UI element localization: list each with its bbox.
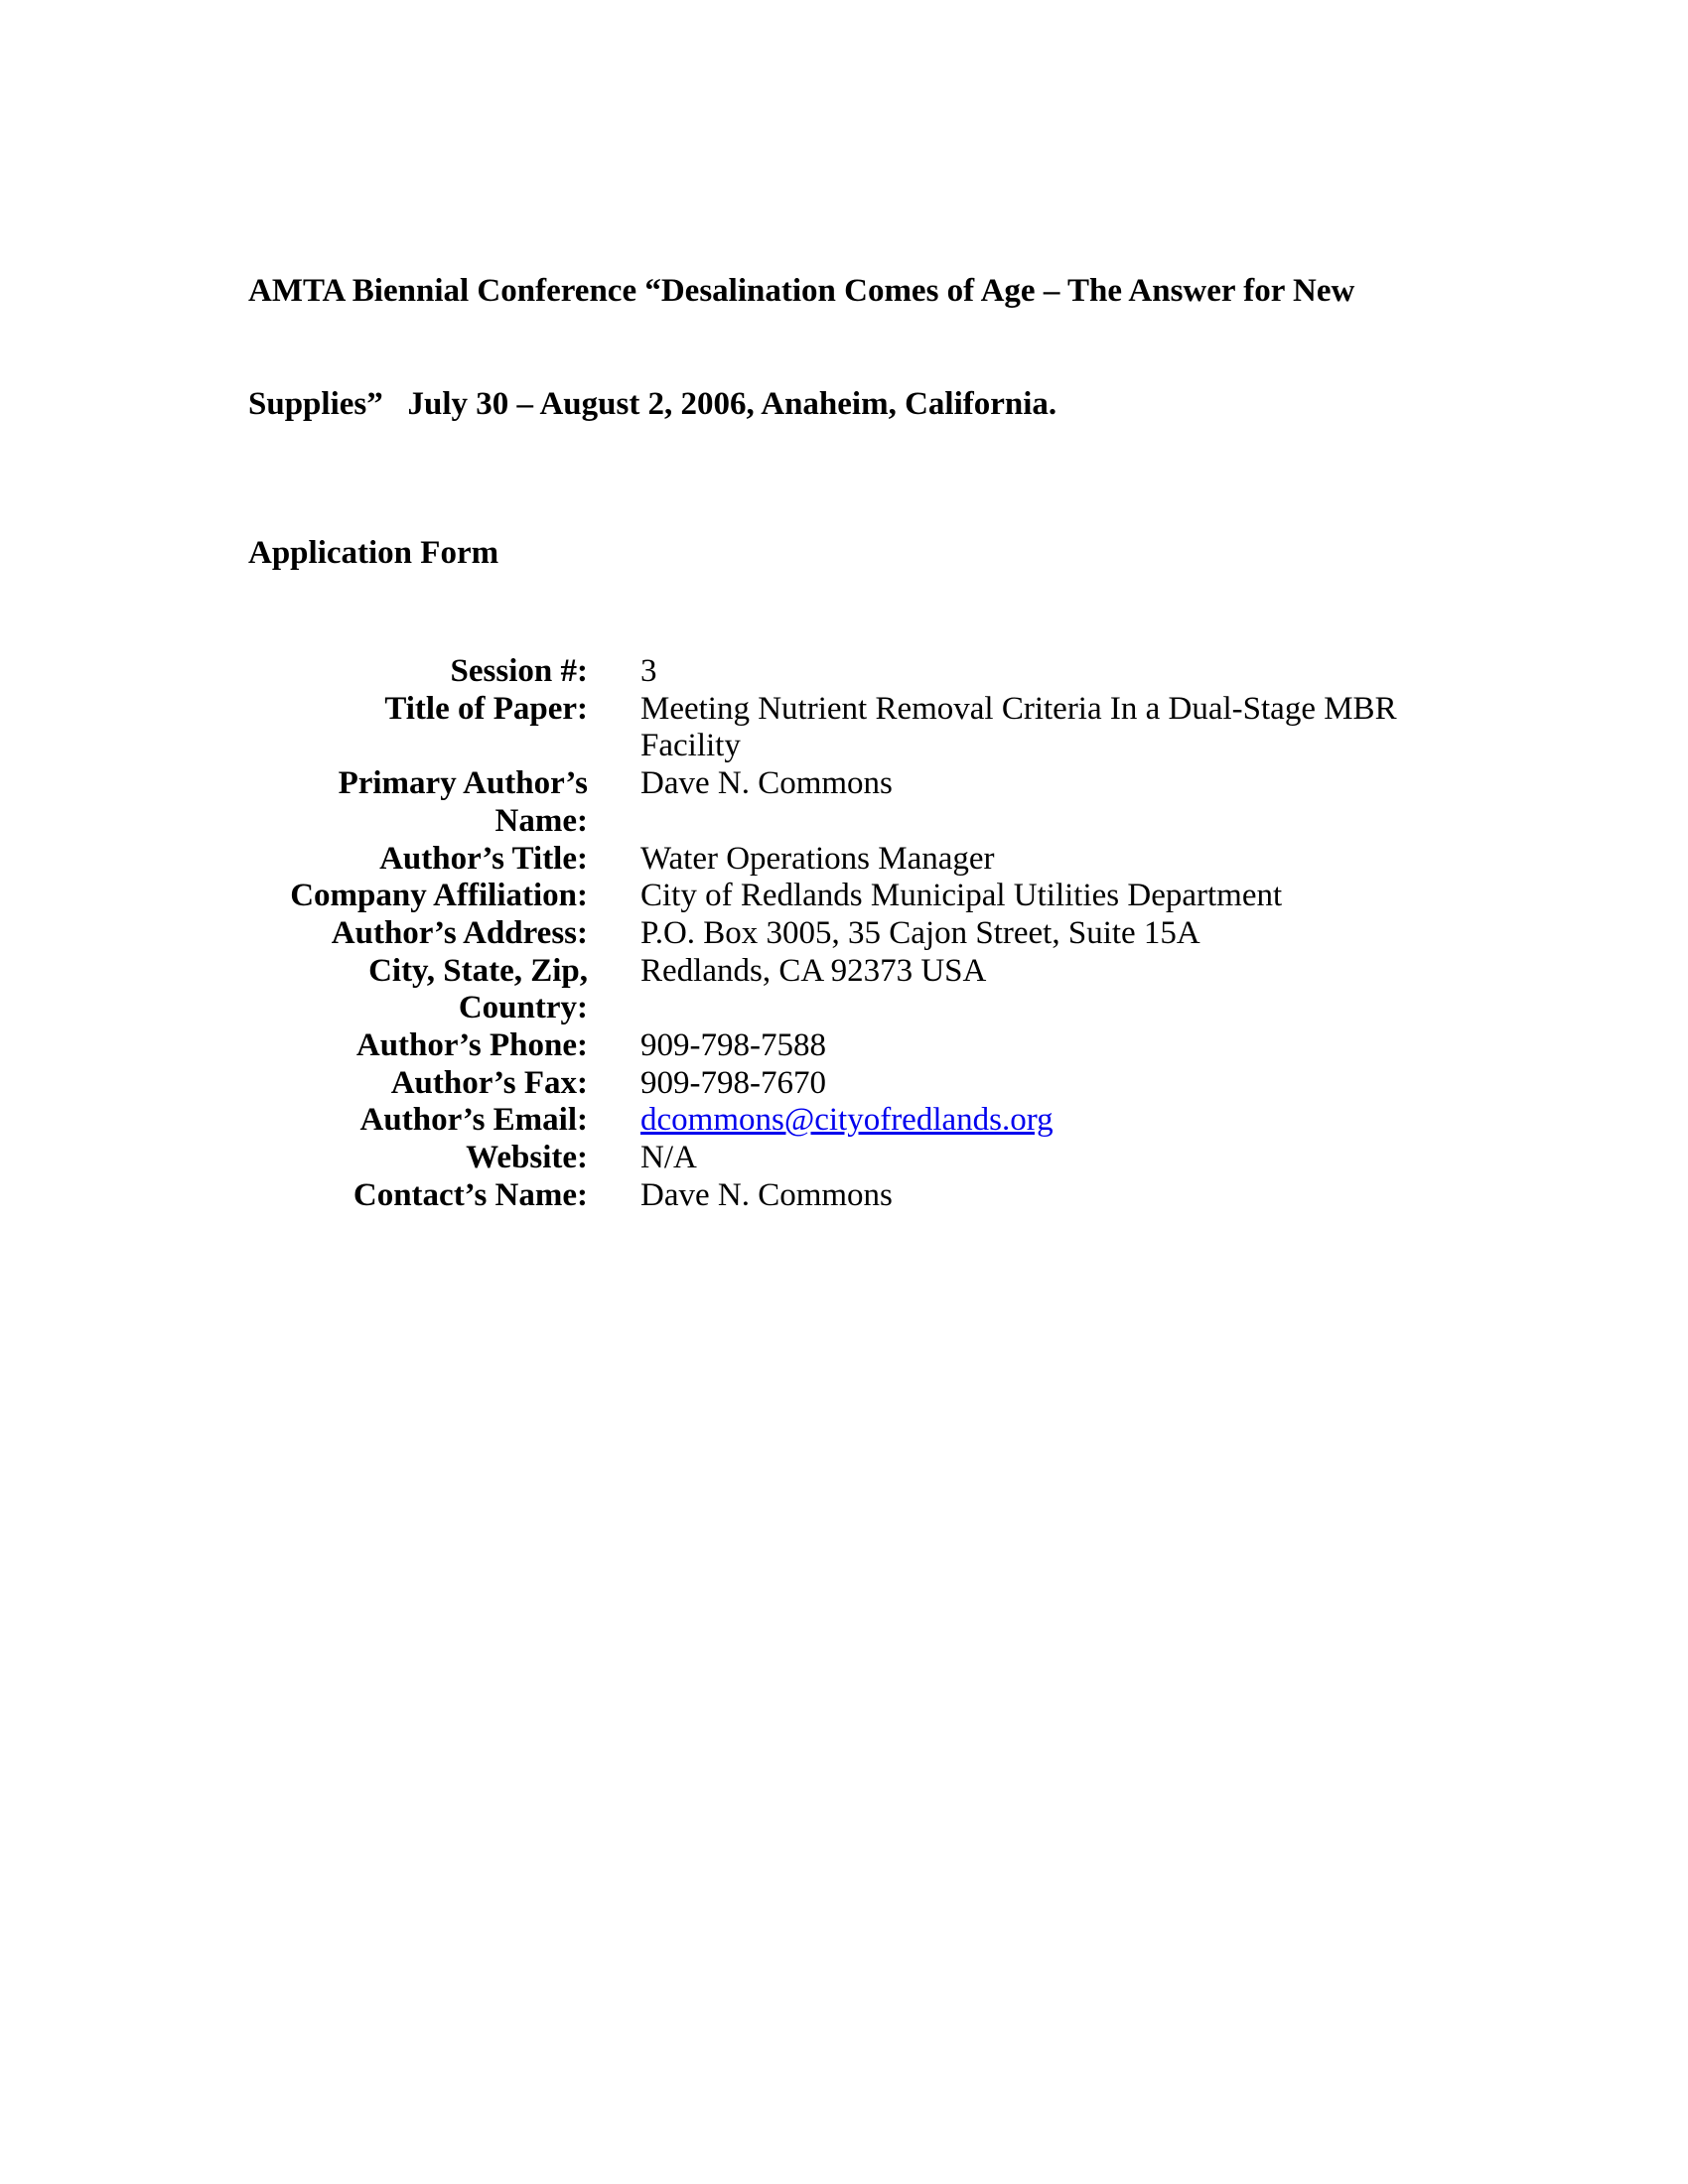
field-label: Session #: (450, 653, 588, 690)
conference-header (248, 199, 1450, 498)
form-row (248, 1027, 1450, 1065)
conference-header-line-2: Supplies” July 30 – August 2, 2006, Anaheim, California. (248, 385, 1057, 422)
form-row (248, 953, 1450, 1027)
field-label: Author’s Fax: (390, 1064, 588, 1101)
field-value: Water Operations Manager (640, 840, 995, 877)
application-form (248, 653, 1450, 1215)
form-row (248, 653, 1450, 691)
field-label: Website: (466, 1140, 588, 1176)
field-value: City of Redlands Municipal Utilities Department (640, 878, 1283, 914)
form-row (248, 765, 1450, 840)
field-label: Title of Paper: (384, 690, 588, 727)
field-value: 909-798-7670 (640, 1064, 826, 1101)
field-value: Redlands, CA 92373 USA (640, 952, 987, 989)
field-value: Dave N. Commons (640, 1176, 893, 1213)
form-row (248, 691, 1450, 765)
field-value: 3 (640, 653, 657, 690)
form-row (248, 841, 1450, 879)
field-value: 909-798-7588 (640, 1027, 826, 1064)
form-row (248, 1140, 1450, 1177)
field-label: Author’s Email: (359, 1102, 588, 1139)
field-label: City, State, Zip, Country: (368, 952, 588, 1026)
conference-header-line-1: AMTA Biennial Conference “Desalination Comes of Age – The Answer for New (248, 273, 1355, 310)
field-value: Meeting Nutrient Removal Criteria In a Dual-Stage MBR Facility (640, 690, 1397, 764)
field-label: Contact’s Name: (352, 1176, 588, 1213)
form-row (248, 1177, 1450, 1215)
field-label: Author’s Phone: (355, 1027, 588, 1064)
field-label: Author’s Title: (379, 840, 588, 877)
field-value (640, 1102, 1450, 1140)
field-label: Author’s Address: (331, 914, 588, 951)
form-row (248, 878, 1450, 915)
form-row (248, 1065, 1450, 1103)
field-label: Company Affiliation: (290, 878, 588, 914)
form-row (248, 1102, 1450, 1140)
author-email-link[interactable]: dcommons@cityofredlands.org (640, 1102, 1054, 1139)
field-value: P.O. Box 3005, 35 Cajon Street, Suite 15A (640, 914, 1200, 951)
field-label: Primary Author’s Name: (338, 765, 588, 839)
form-row (248, 915, 1450, 953)
field-value: N/A (640, 1140, 697, 1176)
application-form-title: Application Form (248, 535, 499, 572)
field-value: Dave N. Commons (640, 765, 893, 802)
